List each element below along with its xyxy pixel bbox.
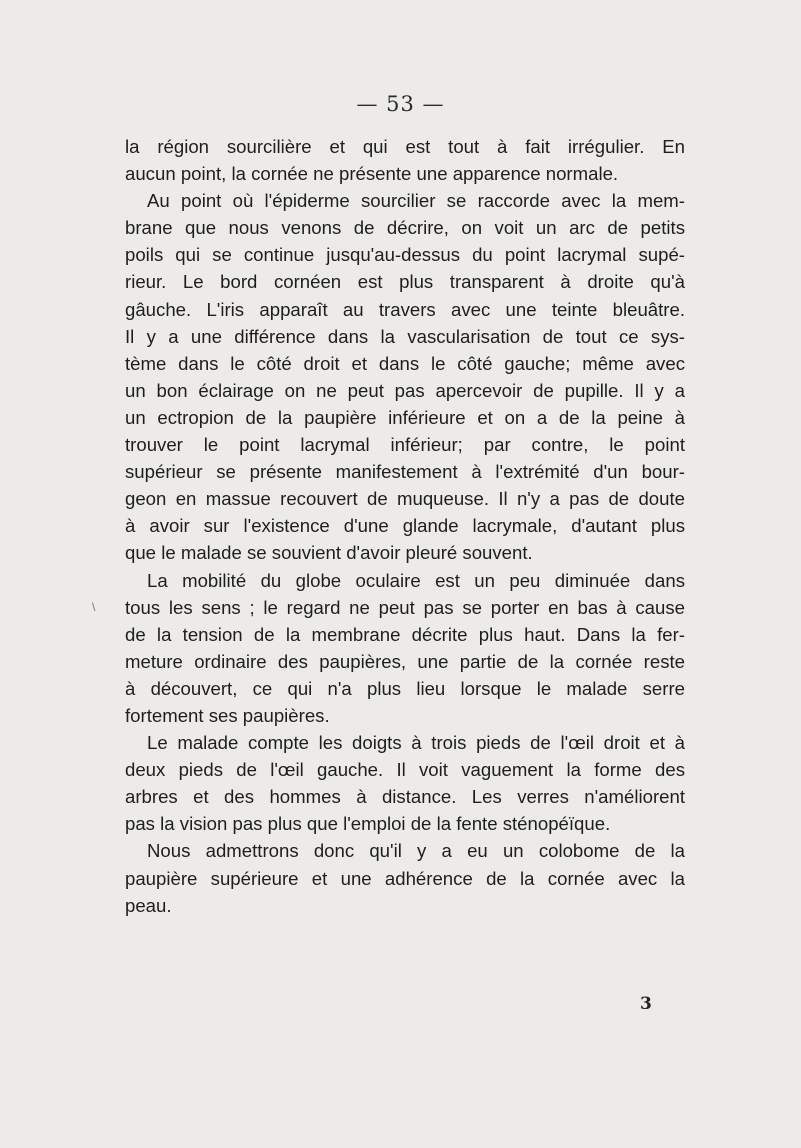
text-line: gâuche. L'iris apparaît au travers avec une teinte bleuâtre. [125, 298, 685, 320]
text-line: de la tension de la membrane décrite plus haut. Dans la fer- [125, 623, 685, 645]
text-line: rieur. Le bord cornéen est plus transparent à droite qu'à [125, 271, 685, 293]
text-line: fortement ses paupières. [125, 704, 330, 726]
text-line: Il y a une différence dans la vascularisation de tout ce sys- [125, 325, 685, 347]
text-line: aucun point, la cornée ne présente une apparence normale. [125, 163, 619, 185]
text-line: Nous admettrons donc qu'il y a eu un colobome de la [147, 840, 685, 862]
text-line: peau. [125, 894, 172, 916]
paragraph [125, 133, 685, 187]
text-line: à découvert, ce qui n'a plus lieu lorsque le malade serre [125, 677, 685, 699]
text-line: trouver le point lacrymal inférieur; par contre, le point [125, 434, 685, 456]
signature-mark: 3 [640, 994, 652, 1014]
paragraph [125, 837, 685, 918]
text-line: la région sourcilière et qui est tout à fait irrégulier. En [125, 136, 685, 157]
text-line: geon en massue recouvert de muqueuse. Il n'y a pas de doute [125, 488, 685, 510]
text-line: poils qui se continue jusqu'au-dessus du point lacrymal supé- [125, 244, 685, 266]
text-line: un bon éclairage on ne peut pas apercevoir de pupille. Il y a [125, 379, 685, 401]
page-number: — 53 — [356, 92, 445, 116]
paragraph [125, 729, 685, 837]
paragraph [125, 187, 685, 566]
text-line: paupière supérieure et une adhérence de la cornée avec la [125, 867, 685, 889]
text-line: Le malade compte les doigts à trois pieds de l'œil droit et à [147, 732, 685, 754]
margin-mark: \ [92, 600, 96, 614]
text-line: arbres et des hommes à distance. Les verres n'améliorent [125, 786, 685, 808]
text-line: deux pieds de l'œil gauche. Il voit vaguement la forme des [125, 759, 685, 781]
text-line: La mobilité du globe oculaire est un peu diminuée dans [147, 569, 685, 591]
text-line: que le malade se souvient d'avoir pleuré souvent. [125, 542, 533, 564]
text-line: un ectropion de la paupière inférieure et on a de la peine à [125, 406, 685, 428]
text-line: tème dans le côté droit et dans le côté gauche; même avec [125, 352, 685, 374]
text-line: à avoir sur l'existence d'une glande lacrymale, d'autant plus [125, 515, 685, 537]
text-line: supérieur se présente manifestement à l'extrémité d'un bour- [125, 461, 685, 483]
text-line: Au point où l'épiderme sourcilier se raccorde avec la mem- [147, 190, 685, 212]
paragraph [125, 567, 685, 730]
text-line: tous les sens ; le regard ne peut pas se porter en bas à cause [125, 596, 685, 618]
text-line: pas la vision pas plus que l'emploi de la fente sténopéïque. [125, 813, 611, 835]
text-line: brane que nous venons de décrire, on voit un arc de petits [125, 217, 685, 239]
body-text [125, 133, 685, 919]
text-line: meture ordinaire des paupières, une partie de la cornée reste [125, 650, 685, 672]
